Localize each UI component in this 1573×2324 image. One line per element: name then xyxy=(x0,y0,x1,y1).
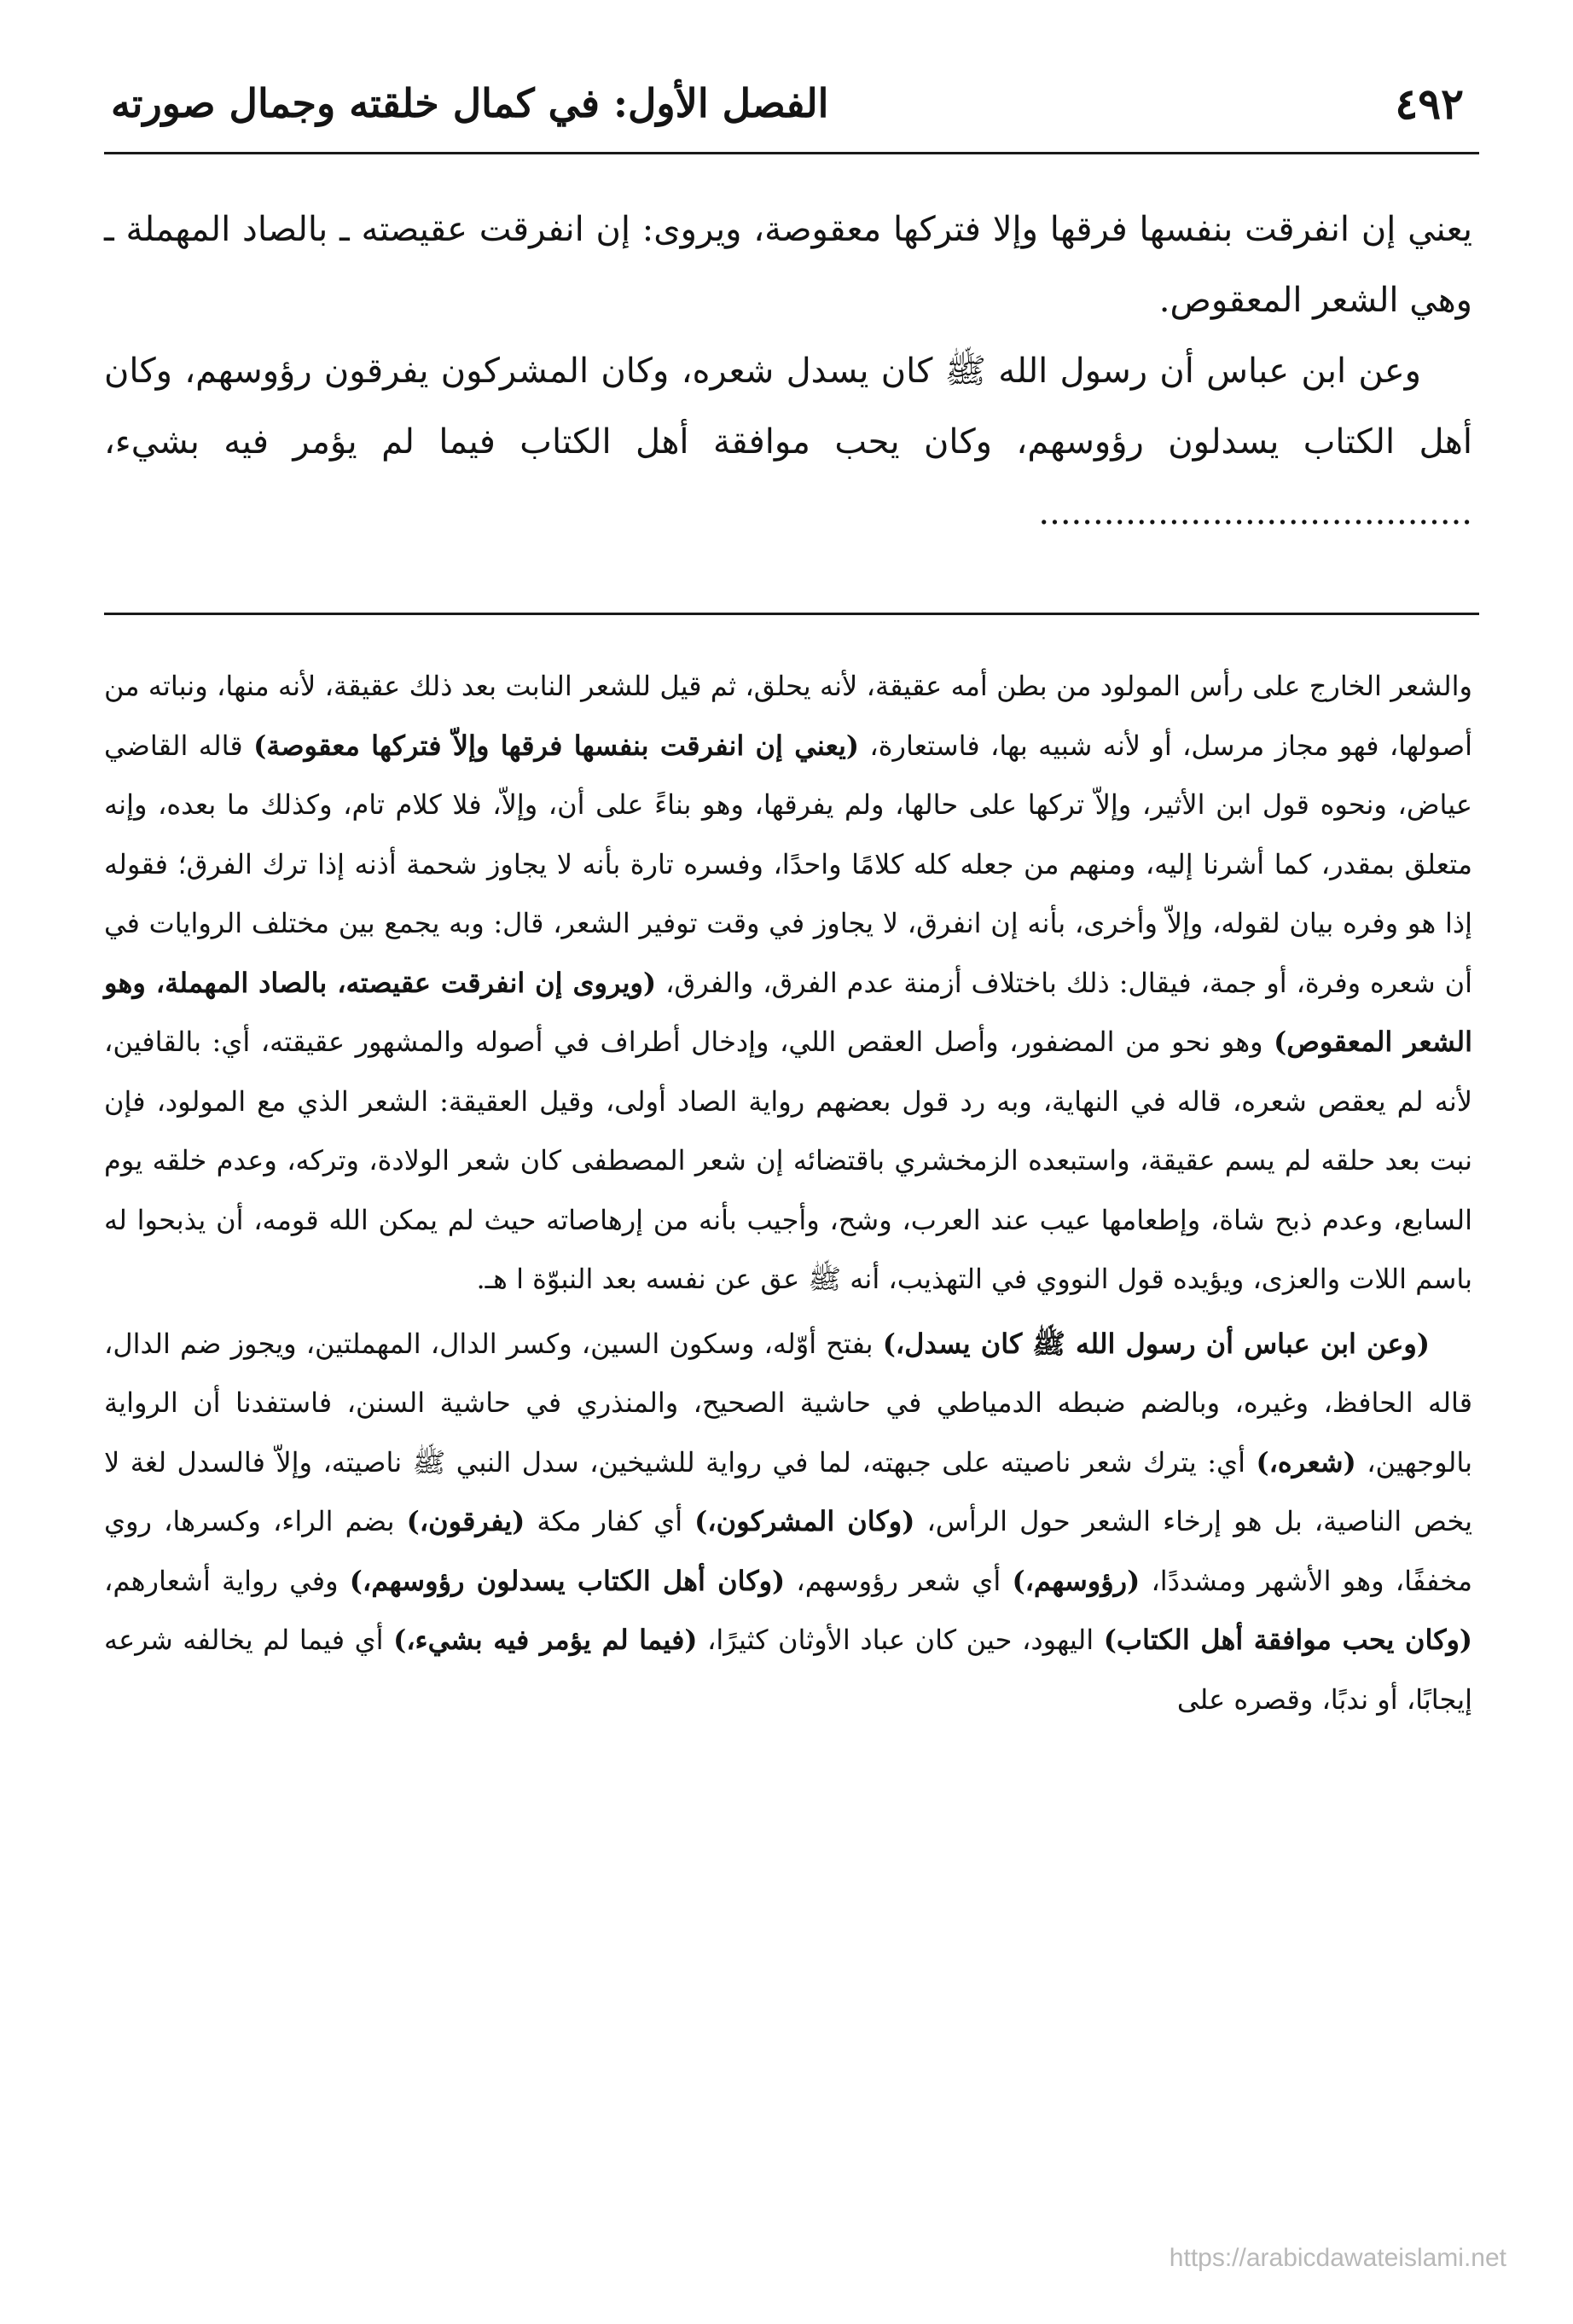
main-text-paragraph: يعني إن انفرقت بنفسها فرقها وإلا فتركها معقوصة، ويروى: إن انفرقت عقيصته ـ بالصاد المهملة ـ وهي الشعر المعقوص. xyxy=(104,210,1472,320)
commentary-span: أي كفار مكة xyxy=(525,1505,695,1537)
quoted-text: (فيما لم يؤمر فيه بشيء،) xyxy=(393,1624,698,1656)
commentary-paragraph xyxy=(104,1315,1472,1730)
quoted-text: (ويروى إن انفرقت عقيصته، بالصاد المهملة، وهو الشعر المعقوص) xyxy=(104,966,1473,1058)
commentary-span: أي شعر رؤوسهم، xyxy=(785,1564,1013,1597)
commentary-span: بضم الراء، وكسرها، روي مخففًا، وهو الأشهر ومشددًا، xyxy=(104,1505,1473,1597)
commentary-paragraph xyxy=(104,657,1472,1310)
quoted-text: (شعره،) xyxy=(1256,1445,1356,1479)
quoted-text: (وعن ابن عباس أن رسول الله ﷺ كان يسدل،) xyxy=(882,1327,1431,1360)
running-title: الفصل الأول: في كمال خلقته وجمال صورته xyxy=(111,80,829,126)
main-text-sentence: وعن ابن عباس أن رسول الله ﷺ كان يسدل شعره، وكان المشركون يفرقون رؤوسهم، وكان أهل الكتاب يسدلون رؤوسهم، وكان يحب موافقة أهل الكتاب فيما لم يؤمر فيه بشيء، xyxy=(104,352,1472,462)
main-text-paragraph xyxy=(104,336,1472,549)
commentary-span: والشعر الخارج على رأس المولود من بطن أمه عقيقة، لأنه يحلق، ثم قيل للشعر النابت بعد ذلك عقيقة، لأنه منها، ونباته من أصولها، فهو مجاز مرسل، أو لأنه شبيه بها، فاستعارة، xyxy=(104,670,1472,762)
website-watermark: https://arabicdawateislami.net xyxy=(1169,2244,1506,2272)
commentary-span: أي فيما لم يخالفه شرعه إيجابًا، أو ندبًا، وقصره على xyxy=(104,1624,1472,1716)
quoted-text: (رؤوسهم،) xyxy=(1012,1564,1141,1597)
header-rule xyxy=(104,152,1479,154)
continuation-dots: ........................................ xyxy=(1038,493,1472,532)
quoted-text: (يعني إن انفرقت بنفسها فرقها وإلاّ فتركها معقوصة) xyxy=(253,729,860,762)
commentary-span: اليهود، حين كان عباد الأوثان كثيرًا، xyxy=(697,1624,1104,1656)
main-text xyxy=(104,195,1472,549)
quoted-text: (يفرقون،) xyxy=(406,1505,525,1537)
commentary-span: قاله القاضي عياض، ونحوه قول ابن الأثير، وإلاّ تركها على حالها، ولم يفرقها، وهو بناءً على أن، وإلاّ، فلا كلام تام، وكذلك ما بعده، وإنه متعلق بمقدر، كما أشرنا إليه، ومنهم من جعله كله كلامًا واحدًا، وفسره تارة بأنه لا يجاوز شحمة أذنه إذا ترك الفرق؛ فقوله إذا هو وفره بيان لقوله، وإلاّ وأخرى، بأنه إن انفرق، لا يجاوز في وقت توفير الشعر، قال: وبه يجمع بين مختلف الروايات في أن شعره وفرة، أو جمة، فيقال: ذلك باختلاف أزمنة عدم الفرق، والفرق، xyxy=(104,729,1473,999)
commentary-span: بفتح أوّله، وسكون السين، وكسر الدال، المهملتين، ويجوز ضم الدال، قاله الحافظ، وغيره، وبالضم ضبطه الدمياطي في حاشية الصحيح، والمنذري في حاشية السنن، فاستفدنا أن الرواية بالوجهين، xyxy=(104,1327,1473,1479)
commentary-span: وفي رواية أشعارهم، xyxy=(104,1564,350,1597)
page-number: ٤٩٢ xyxy=(1395,78,1464,129)
quoted-text: (وكان أهل الكتاب يسدلون رؤوسهم،) xyxy=(349,1564,786,1597)
commentary-span: أي: يترك شعر ناصيته على جبهته، لما في رواية للشيخين، سدل النبي ﷺ ناصيته، وإلاّ فالسدل لغة لا يخص الناصية، بل هو إرخاء الشعر حول الرأس، xyxy=(104,1445,1472,1537)
commentary-span: وهو نحو من المضفور، وأصل العقص اللي، وإدخال أطراف في أصوله والمشهور عقيقته، أي: بالقافين، لأنه لم يعقص شعره، قاله في النهاية، وبه رد قول بعضهم رواية الصاد أولى، وقيل العقيقة: الشعر الذي مع المولود، فإن نبت بعد حلقه لم يسم عقيقة، واستبعده الزمخشري باقتضائه إن شعر المصطفى كان شعر الولادة، وتركه، وعدم خلقه يوم السابع، وعدم ذبح شاة، وإطعامها عيب عند العرب، وشح، وأجيب بأنه من إرهاصاته حيث لم يمكن الله قومه، أن يذبحوا له باسم اللات والعزى، ويؤيده قول النووي في التهذيب، أنه ﷺ عق عن نفسه بعد النبوّة ا هـ. xyxy=(104,1025,1473,1295)
section-divider xyxy=(104,613,1479,615)
quoted-text: (وكان المشركون،) xyxy=(694,1505,915,1537)
commentary-text xyxy=(104,657,1472,1729)
page-header xyxy=(104,67,1479,143)
quoted-text: (وكان يحب موافقة أهل الكتاب) xyxy=(1103,1624,1473,1656)
